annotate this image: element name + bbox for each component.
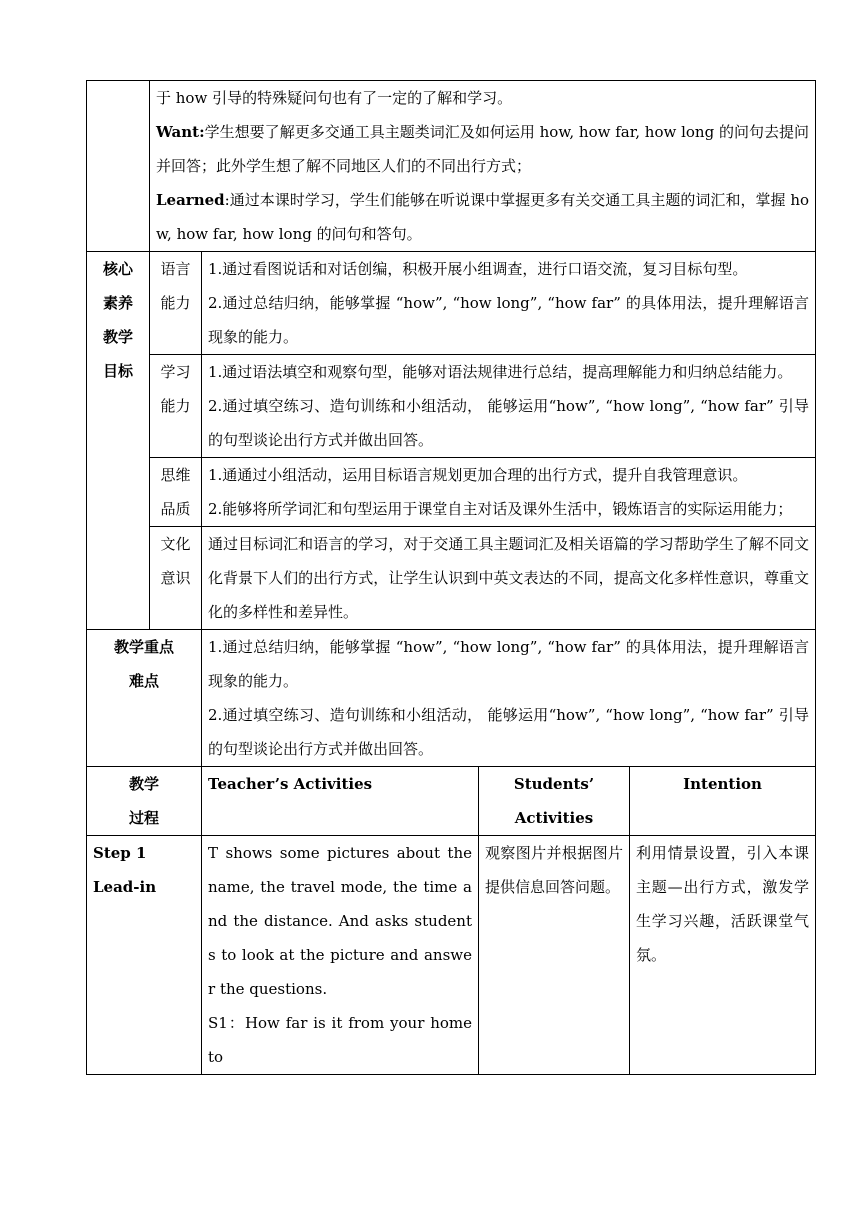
want-label: Want:	[156, 123, 205, 141]
thinking-quality-label: 思维 品质	[150, 458, 202, 527]
step1-label: Step 1 Lead-in	[87, 836, 202, 1075]
learned-text: :通过本课时学习，学生们能够在听说课中掌握更多有关交通工具主题的词汇和，掌握 how, how far, how long 的问句和答句。	[156, 191, 810, 243]
language-ability-label: 语言 能力	[150, 252, 202, 355]
key-points-text: 1.通过总结归纳，能够掌握 “how”, “how long”, “how far” 的具体用法，提升理解语言现象的能力。 2.通过填空练习、造句训练和小组活动， 能够运用“how”, “how long”, “how far” 引导的句型谈论出行方式并做出回答。	[202, 630, 816, 767]
core-goals-label: 核心 素养 教学 目标	[87, 252, 150, 630]
step1-students-activity: 观察图片并根据图片提供信息回答问题。	[479, 836, 630, 1075]
step1-intention: 利用情景设置，引入本课主题—出行方式，激发学生学习兴趣，活跃课堂气氛。	[630, 836, 816, 1075]
process-header-row	[87, 767, 816, 836]
culture-awareness-text: 通过目标词汇和语言的学习，对于交通工具主题词汇及相关语篇的学习帮助学生了解不同文化背景下人们的出行方式，让学生认识到中英文表达的不同，提高文化多样性意识，尊重文化的多样性和差异性。	[202, 527, 816, 630]
core-row-language	[87, 252, 816, 355]
analysis-line1: 于 how 引导的特殊疑问句也有了一定的了解和学习。	[156, 89, 513, 107]
learned-label: Learned	[156, 191, 225, 209]
culture-awareness-label: 文化 意识	[150, 527, 202, 630]
analysis-row	[87, 81, 816, 252]
core-row-culture	[87, 527, 816, 630]
language-ability-text: 1.通过看图说话和对话创编，积极开展小组调查，进行口语交流，复习目标句型。 2.通过总结归纳，能够掌握 “how”, “how long”, “how far” 的具体用法，提升理解语言现象的能力。	[202, 252, 816, 355]
core-row-thinking	[87, 458, 816, 527]
analysis-label-cell	[87, 81, 150, 252]
key-points-row	[87, 630, 816, 767]
want-text: 学生想要了解更多交通工具主题类词汇及如何运用 how, how far, how long 的问句去提问并回答；此外学生想了解不同地区人们的不同出行方式；	[156, 123, 810, 175]
learning-ability-text: 1.通过语法填空和观察句型，能够对语法规律进行总结，提高理解能力和归纳总结能力。 2.通过填空练习、造句训练和小组活动， 能够运用“how”, “how long”, “how far” 引导的句型谈论出行方式并做出回答。	[202, 355, 816, 458]
analysis-text-cell	[150, 81, 816, 252]
teacher-activities-header: Teacher’s Activities	[202, 767, 479, 836]
core-row-learning	[87, 355, 816, 458]
learning-ability-label: 学习 能力	[150, 355, 202, 458]
thinking-quality-text: 1.通通过小组活动，运用目标语言规划更加合理的出行方式，提升自我管理意识。 2.能够将所学词汇和句型运用于课堂自主对话及课外生活中，锻炼语言的实际运用能力；	[202, 458, 816, 527]
step1-teacher-activity: T shows some pictures about the name, the travel mode, the time and the distance. And asks students to look at the picture and answer the questions. S1：How far is it from your home to	[202, 836, 479, 1075]
key-points-label: 教学重点 难点	[87, 630, 202, 767]
lesson-plan-table	[86, 80, 816, 1075]
step1-row	[87, 836, 816, 1075]
intention-header: Intention	[630, 767, 816, 836]
process-label: 教学 过程	[87, 767, 202, 836]
students-activities-header: Students’ Activities	[479, 767, 630, 836]
